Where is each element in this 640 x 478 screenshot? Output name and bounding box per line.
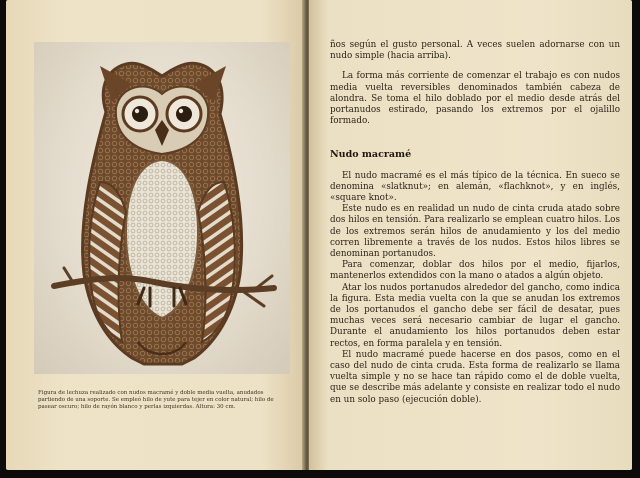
right-text-column	[330, 40, 620, 406]
paragraph-begin: Para comenzar, doblar dos hilos por el medio, fijarlos, mantenerlos extendidos con la mano o atados a algún objeto.	[330, 260, 620, 282]
paragraph-continuation: ños según el gusto personal. A veces suelen adornarse con un nudo simple (hacia arriba).	[330, 40, 620, 62]
section-heading: Nudo macramé	[330, 149, 412, 161]
owl-right-eye	[167, 97, 201, 131]
paragraph-four-threads: Este nudo es en realidad un nudo de cinta cruda atado sobre dos hilos en tensión. Para realizarlo se emplean cuatro hilos. Los de los extremos serán hilos de anudamiento y los del medio corren libremente a través de los nudos. Estos hilos libres se denominan portanudos.	[330, 204, 620, 260]
owl-macrame-photo	[34, 42, 290, 374]
owl-illustration	[34, 42, 290, 374]
paragraph-definition: El nudo macramé es el más típico de la técnica. En sueco se denomina «slatknut»; en alemán, «flachknot», y en inglés, «square knot».	[330, 170, 620, 204]
figure-caption: Figura de lechuza realizado con nudos macramé y doble media vuelta, anudados partiendo de una soporte. Se empleó hilo de yute para tejer en color natural; hilo de pasear oscuro; hilo de rayón blanco y perlas izquierdas. Altura: 30 cm.	[38, 390, 274, 410]
owl-left-eye	[123, 97, 157, 131]
paragraph-lark-head: La forma más corriente de comenzar el trabajo es con nudos media vuelta reversibles denominados también cabeza de alondra. Se toma el hilo doblado por el medio desde atrás del portanudos estirado, pasando los extremos por el ojalillo formado.	[330, 71, 620, 127]
paragraph-two-steps: El nudo macramé puede hacerse en dos pasos, como en el caso del nudo de cinta cruda. Esta forma de realizarlo se llama vuelta simple y no se hace tan rápido como el de doble vuelta, que se describe más adelante y consiste en realizar todo el nudo en un solo paso (ejecución doble).	[330, 349, 620, 405]
left-page	[6, 0, 306, 470]
paragraph-hook: Atar los nudos portanudos alrededor del gancho, como indica la figura. Esta media vuelta con la que se anudan los extremos de los portanudos el gancho debe ser fácil de desatar, pues muchas veces será necesario cambiar de lugar el gancho. Durante el anudamiento los hilos portanudos deben estar rectos, en forma paralela y en tensión.	[330, 282, 620, 349]
